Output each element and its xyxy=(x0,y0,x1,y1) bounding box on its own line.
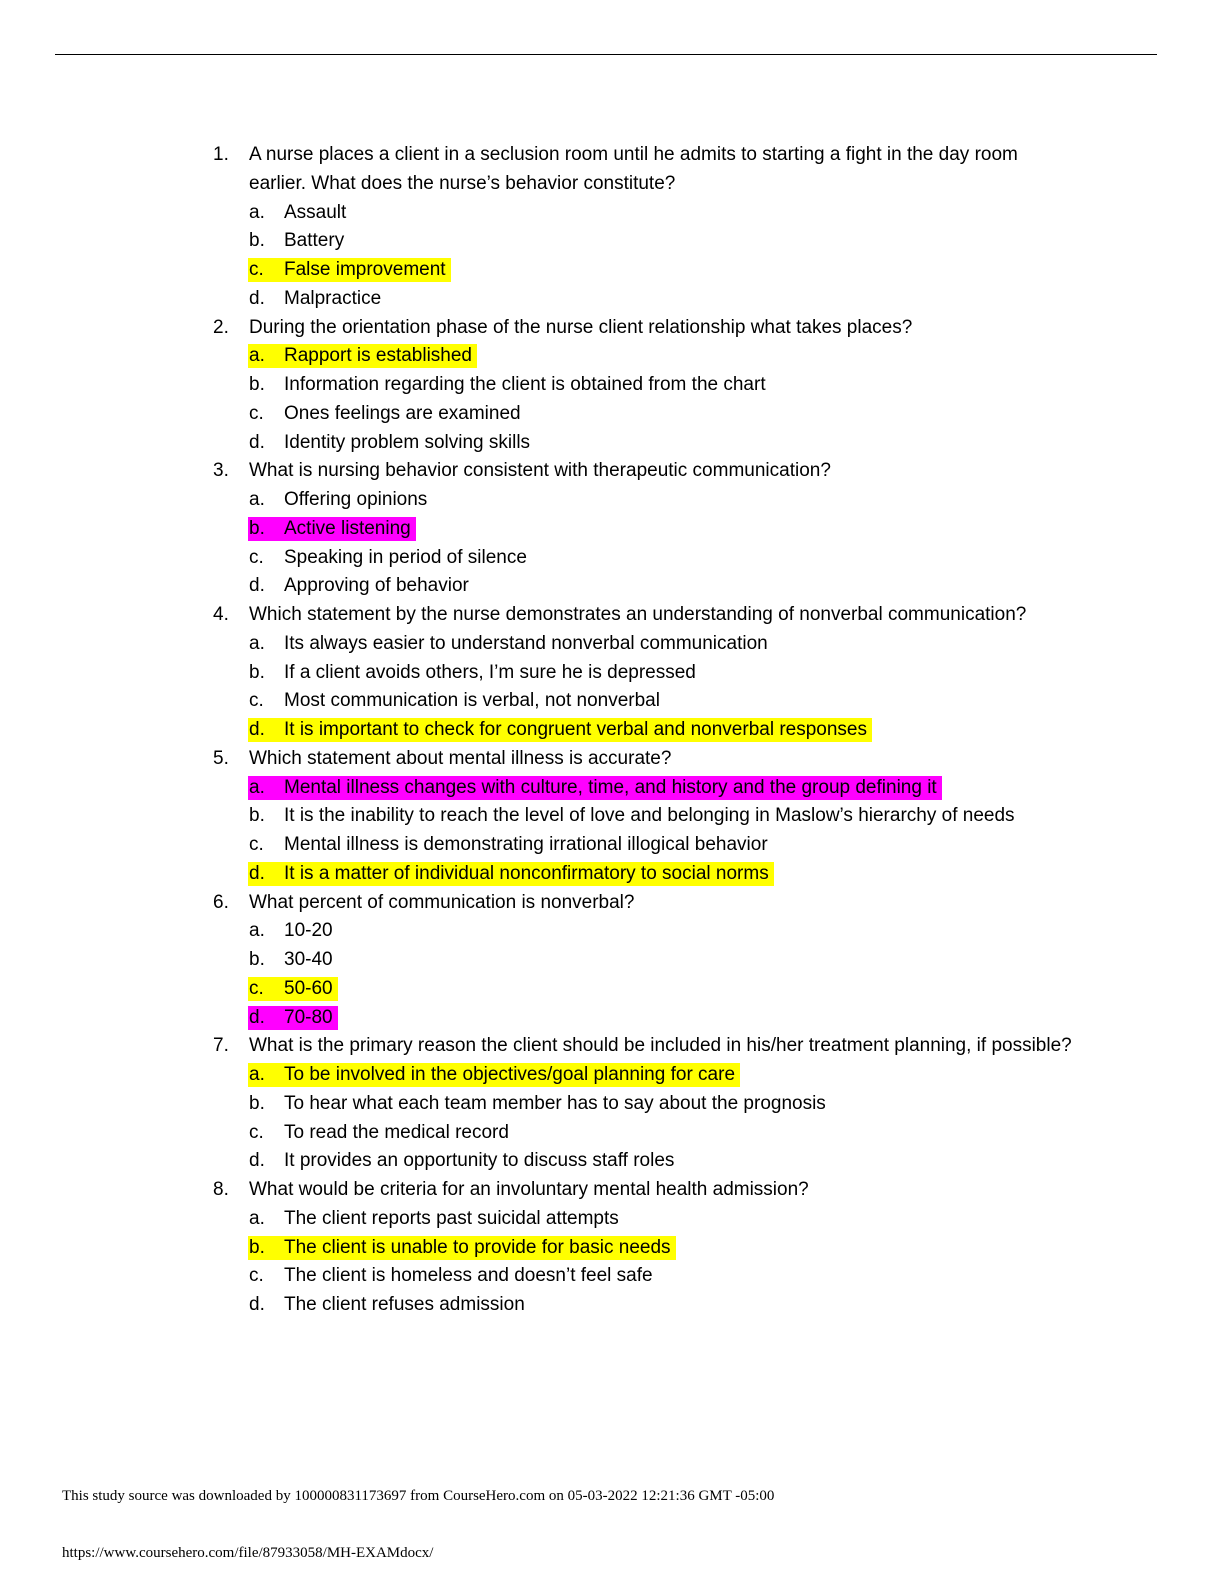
question-number: 4. xyxy=(213,604,229,625)
option-text-wrap xyxy=(248,574,474,598)
option-text-wrap xyxy=(248,1092,831,1116)
option-letter: a. xyxy=(249,920,265,942)
option-text: The client is homeless and doesn’t feel safe xyxy=(284,1265,653,1287)
answer-option xyxy=(249,1061,1074,1090)
answer-option xyxy=(249,1004,1074,1033)
option-text: Information regarding the client is obtained from the chart xyxy=(284,374,766,395)
answer-option xyxy=(249,1291,1074,1320)
answer-option xyxy=(249,1262,1074,1291)
option-text: Battery xyxy=(284,230,345,252)
option-letter: a. xyxy=(249,489,265,510)
answer-options xyxy=(249,1205,1074,1320)
option-text-wrap xyxy=(248,833,773,857)
option-text-wrap xyxy=(248,661,701,685)
option-text: 50-60 xyxy=(284,977,333,999)
option-text: Assault xyxy=(284,201,347,223)
answer-option xyxy=(249,687,1074,716)
option-letter: d. xyxy=(249,1150,265,1172)
answer-option xyxy=(249,400,1074,429)
option-letter: d. xyxy=(249,1294,265,1315)
option-text-wrap xyxy=(248,948,338,972)
highlighted-answer xyxy=(248,258,451,282)
question-item xyxy=(0,141,1224,314)
highlighted-answer xyxy=(248,1063,740,1087)
answer-option xyxy=(249,860,1074,889)
question-text: Which statement by the nurse demonstrates an understanding of nonverbal communication? xyxy=(249,604,1027,625)
option-text: Approving of behavior xyxy=(284,575,469,597)
option-text: Offering opinions xyxy=(284,489,428,510)
answer-option xyxy=(249,371,1074,400)
answer-option xyxy=(249,716,1074,745)
option-letter: b. xyxy=(249,1092,265,1114)
question-item xyxy=(0,601,1224,745)
option-text-wrap xyxy=(248,1149,679,1173)
question-text: Which statement about mental illness is accurate? xyxy=(249,747,672,769)
answer-option xyxy=(249,975,1074,1004)
answer-option xyxy=(249,199,1074,228)
option-letter: b. xyxy=(249,517,265,539)
highlighted-answer xyxy=(248,1006,338,1030)
option-text: Most communication is verbal, not nonverbal xyxy=(284,690,660,712)
question-number: 6. xyxy=(213,891,229,913)
footer-source-notice: This study source was downloaded by 100000831173697 from CourseHero.com on 05-03-2022 12:21:36 GMT -05:00 xyxy=(62,1488,775,1504)
option-text: 10-20 xyxy=(284,920,333,942)
option-letter: c. xyxy=(249,690,264,712)
highlighted-answer xyxy=(248,517,416,541)
answer-option xyxy=(249,544,1074,573)
question-text: What is nursing behavior consistent with therapeutic communication? xyxy=(249,460,831,482)
answer-option xyxy=(249,1234,1074,1263)
option-letter: a. xyxy=(249,776,265,798)
question-number: 7. xyxy=(213,1035,229,1057)
footer-url: https://www.coursehero.com/file/87933058/MH-EXAMdocx/ xyxy=(62,1545,434,1561)
option-letter: a. xyxy=(249,201,265,223)
option-text: To hear what each team member has to say about the prognosis xyxy=(284,1092,826,1114)
option-text-wrap xyxy=(248,229,349,253)
question-text: What percent of communication is nonverbal? xyxy=(249,891,635,913)
option-text-wrap xyxy=(248,488,432,512)
answer-option xyxy=(249,917,1074,946)
option-letter: c. xyxy=(249,402,264,424)
option-letter: a. xyxy=(249,632,265,654)
option-text-wrap xyxy=(248,804,1020,828)
question-text: What would be criteria for an involuntary mental health admission? xyxy=(249,1179,809,1200)
option-text: False improvement xyxy=(284,259,446,280)
question-number: 5. xyxy=(213,747,229,769)
option-letter: b. xyxy=(249,949,265,970)
option-letter: b. xyxy=(249,374,265,395)
option-text: Rapport is established xyxy=(284,345,472,367)
question-list xyxy=(0,141,1224,1320)
answer-options xyxy=(249,486,1074,601)
option-letter: d. xyxy=(249,1006,265,1028)
answer-option xyxy=(249,429,1074,458)
option-letter: d. xyxy=(249,575,265,597)
option-letter: d. xyxy=(249,287,265,309)
answer-option xyxy=(249,630,1074,659)
option-letter: c. xyxy=(249,834,264,855)
option-letter: b. xyxy=(249,1236,265,1258)
option-letter: a. xyxy=(249,1207,265,1229)
answer-options xyxy=(249,1061,1074,1176)
option-text: The client reports past suicidal attempts xyxy=(284,1207,619,1229)
option-letter: a. xyxy=(249,1064,265,1085)
option-text: Identity problem solving skills xyxy=(284,431,531,453)
answer-option xyxy=(249,285,1074,314)
option-text: Mental illness changes with culture, time, and history and the group defining it xyxy=(284,776,937,798)
question-item xyxy=(0,745,1224,889)
answer-option xyxy=(249,1205,1074,1234)
answer-options xyxy=(249,774,1074,889)
question-number: 2. xyxy=(213,316,229,338)
option-text-wrap xyxy=(248,1121,514,1145)
answer-options xyxy=(249,917,1074,1032)
question-number: 1. xyxy=(213,144,229,165)
question-number: 8. xyxy=(213,1179,229,1200)
option-text: 70-80 xyxy=(284,1006,333,1028)
highlighted-answer xyxy=(248,977,338,1001)
option-text: 30-40 xyxy=(284,949,333,970)
option-letter: b. xyxy=(249,805,265,827)
answer-option xyxy=(249,774,1074,803)
question-item xyxy=(0,889,1224,1033)
option-text-wrap xyxy=(248,402,526,426)
option-letter: b. xyxy=(249,230,265,252)
question-text: During the orientation phase of the nurse client relationship what takes places? xyxy=(249,316,913,338)
question-number: 3. xyxy=(213,460,229,482)
option-letter: c. xyxy=(249,259,264,280)
option-text: It is important to check for congruent verbal and nonverbal responses xyxy=(284,719,867,740)
question-text: What is the primary reason the client should be included in his/her treatment planning, if possible? xyxy=(249,1035,1072,1057)
option-text: Active listening xyxy=(284,517,411,539)
answer-option xyxy=(249,515,1074,544)
highlighted-answer xyxy=(248,718,872,742)
answer-option xyxy=(249,486,1074,515)
option-letter: a. xyxy=(249,345,265,367)
answer-options xyxy=(249,630,1074,745)
option-text-wrap xyxy=(248,546,532,570)
option-text: To read the medical record xyxy=(284,1121,509,1143)
answer-option xyxy=(249,946,1074,975)
option-text: Malpractice xyxy=(284,287,382,309)
option-letter: d. xyxy=(249,719,265,740)
question-item xyxy=(0,1032,1224,1176)
question-item xyxy=(0,457,1224,601)
option-letter: c. xyxy=(249,1121,264,1143)
option-text: It provides an opportunity to discuss staff roles xyxy=(284,1150,675,1172)
header-rule xyxy=(55,54,1157,55)
option-letter: b. xyxy=(249,661,265,683)
option-letter: c. xyxy=(249,1265,264,1287)
option-text: The client refuses admission xyxy=(284,1294,525,1315)
option-text-wrap xyxy=(248,1264,658,1288)
option-text: If a client avoids others, I’m sure he is depressed xyxy=(284,661,696,683)
option-letter: d. xyxy=(249,431,265,453)
option-letter: c. xyxy=(249,977,264,999)
option-text-wrap xyxy=(248,632,773,656)
option-text: It is a matter of individual nonconfirmatory to social norms xyxy=(284,862,769,884)
option-text-wrap xyxy=(248,1207,624,1231)
answer-option xyxy=(249,227,1074,256)
option-text-wrap xyxy=(248,373,771,397)
highlighted-answer xyxy=(248,344,477,368)
option-text: It is the inability to reach the level of love and belonging in Maslow’s hierarchy of needs xyxy=(284,805,1015,827)
question-item xyxy=(0,314,1224,458)
answer-options xyxy=(249,342,1074,457)
option-text: Its always easier to understand nonverbal communication xyxy=(284,632,768,654)
option-text-wrap xyxy=(248,431,535,455)
option-letter: d. xyxy=(249,862,265,884)
option-text-wrap xyxy=(248,201,351,225)
answer-option xyxy=(249,1147,1074,1176)
highlighted-answer xyxy=(248,862,774,886)
option-text: Speaking in period of silence xyxy=(284,546,527,568)
question-item xyxy=(0,1176,1224,1320)
option-text: To be involved in the objectives/goal planning for care xyxy=(284,1064,736,1085)
option-text-wrap xyxy=(248,1293,530,1317)
answer-options xyxy=(249,199,1074,314)
option-letter: c. xyxy=(249,546,264,568)
answer-option xyxy=(249,659,1074,688)
option-text-wrap xyxy=(248,919,338,943)
option-text-wrap xyxy=(248,689,665,713)
option-text: The client is unable to provide for basic needs xyxy=(284,1236,671,1258)
answer-option xyxy=(249,256,1074,285)
question-text: A nurse places a client in a seclusion room until he admits to starting a fight in the day room earlier. What does the nurse’s behavior constitute? xyxy=(249,144,1018,194)
answer-option xyxy=(249,1090,1074,1119)
highlighted-answer xyxy=(248,776,942,800)
answer-option xyxy=(249,1119,1074,1148)
option-text: Mental illness is demonstrating irrational illogical behavior xyxy=(284,834,768,855)
answer-option xyxy=(249,802,1074,831)
answer-option xyxy=(249,342,1074,371)
answer-option xyxy=(249,831,1074,860)
highlighted-answer xyxy=(248,1236,676,1260)
option-text: Ones feelings are examined xyxy=(284,402,521,424)
option-text-wrap xyxy=(248,287,386,311)
answer-option xyxy=(249,572,1074,601)
